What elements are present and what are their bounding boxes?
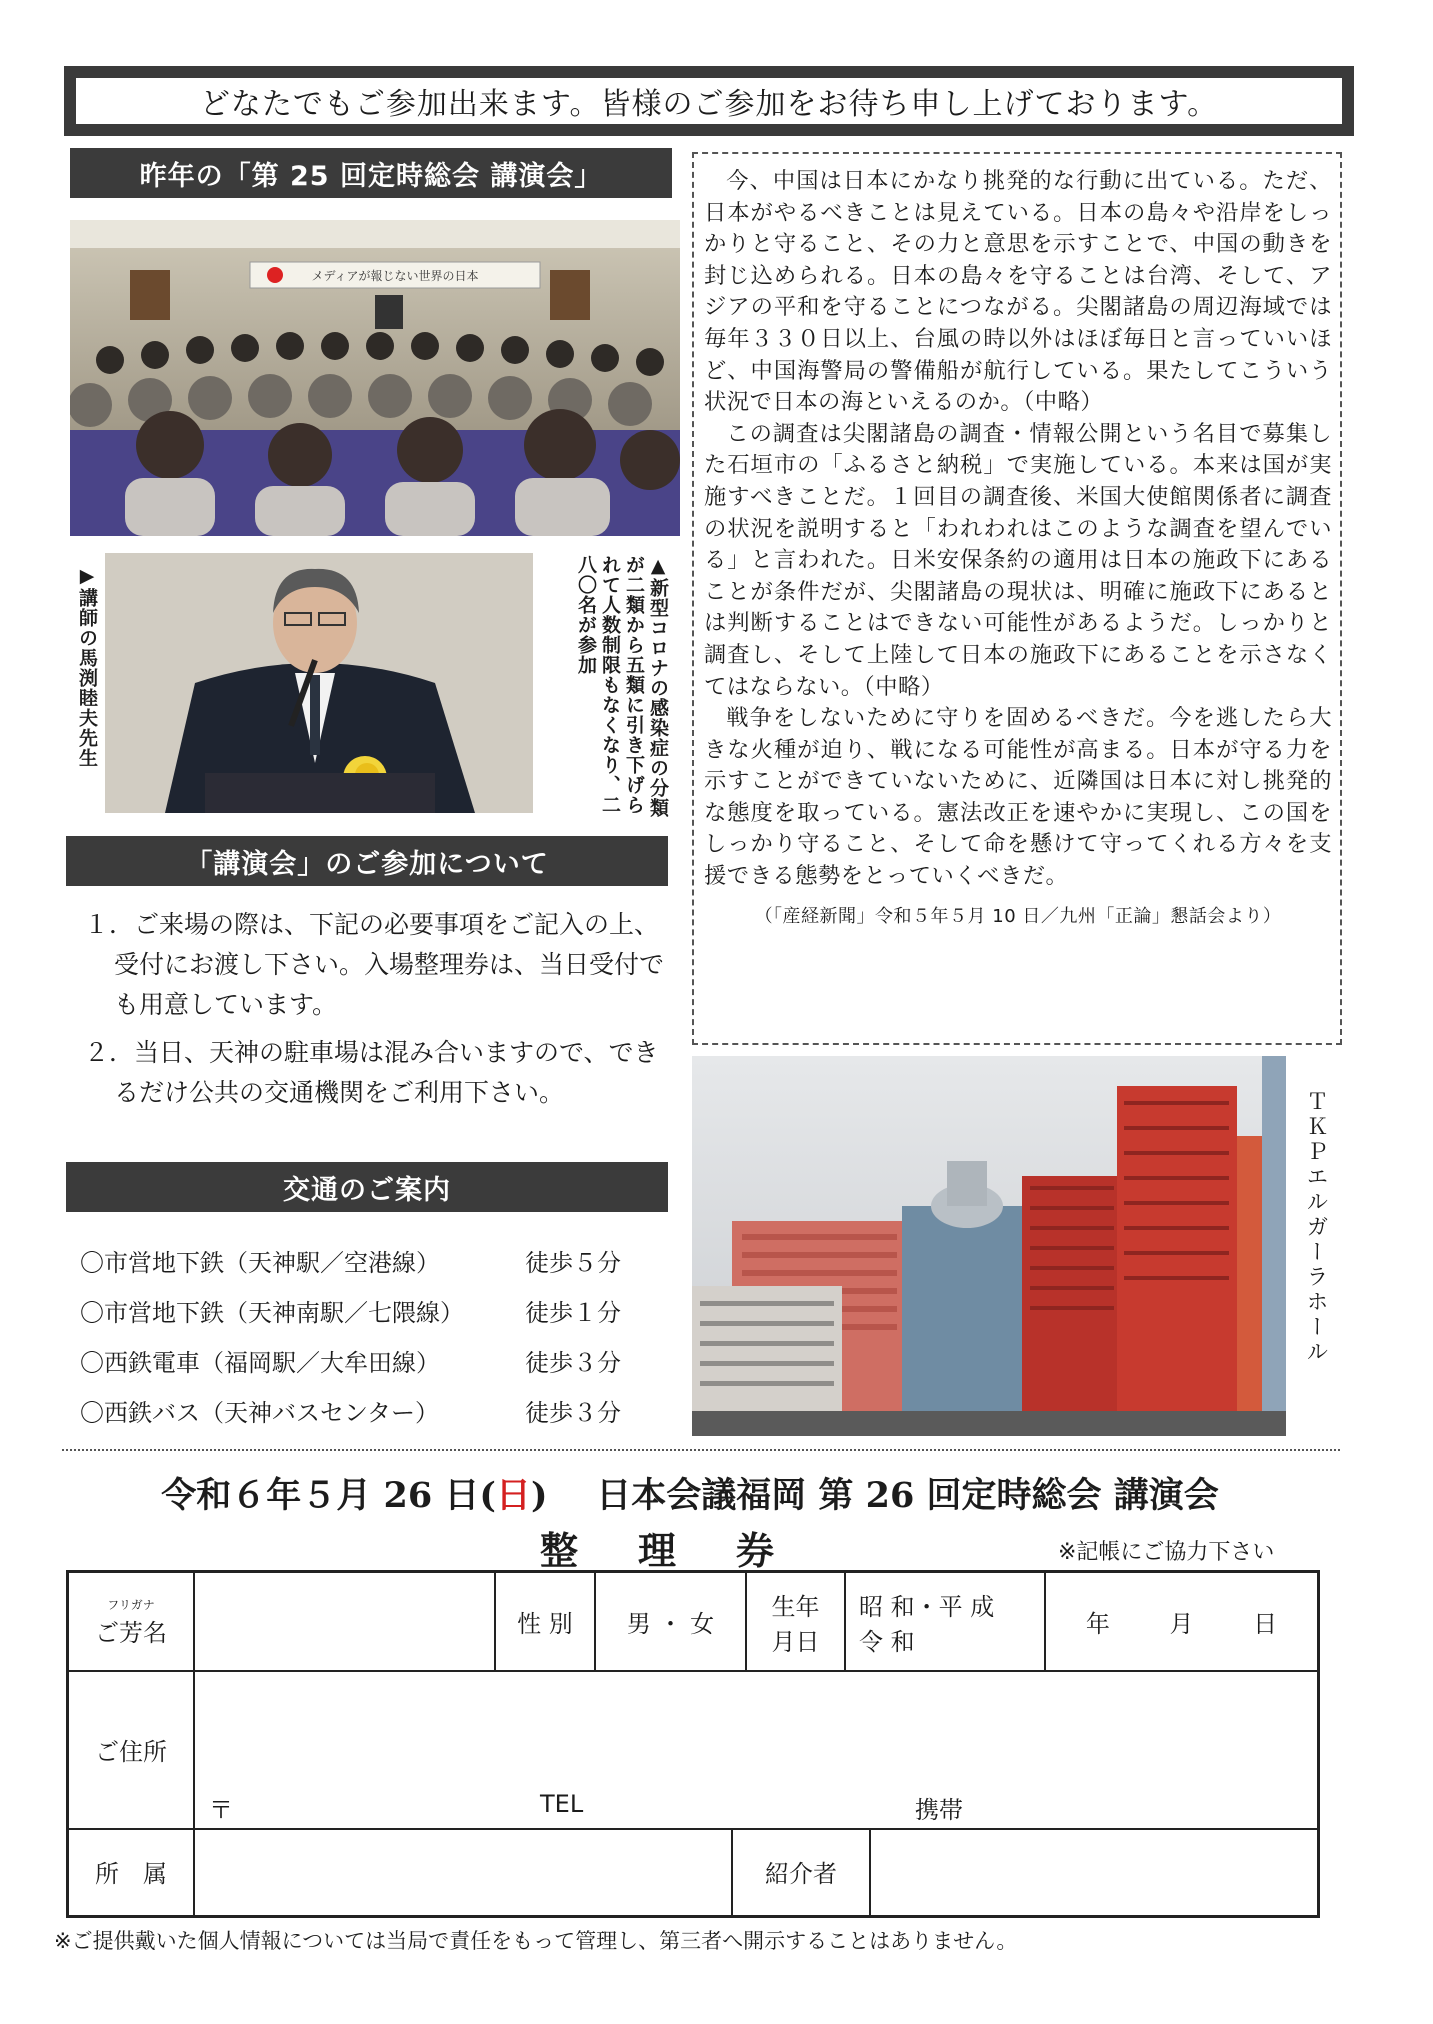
day-label: 日 [1253, 1610, 1278, 1638]
event-name: 日本会議福岡 第 26 回定時総会 講演会 [596, 1475, 1219, 1516]
gender-label: 性 別 [517, 1610, 573, 1638]
name-field[interactable] [195, 1575, 492, 1668]
access-list [80, 1235, 660, 1435]
last-year-heading: 昨年の「第 25 回定時総会 講演会」 [70, 148, 672, 198]
birthdate-label-line: 生年 [771, 1592, 820, 1621]
article-paragraph: この調査は尖閣諸島の調査・情報公開という名目で募集した石垣市の「ふるさと納税」で実施している。本来は国が実施すべきことだ。１回目の調査後、米国大使館関係者に調査の状況を説明すると「われわれはこのような調査を望んでいる」と言われた。日米安保条約の適用は日本の施政下にあることが条件だが、尖閣諸島の現状は、明確に施政下にあるとは判断することはできない可能性があるようだ。しっかりと調査し、そして上陸して日本の施政下にあることを示さなくてはならない。（中略） [704, 420, 1332, 700]
speaker-photo [105, 553, 533, 813]
article-box [692, 152, 1342, 1045]
access-route: 〇市営地下鉄（天神南駅／七隈線） [80, 1298, 464, 1327]
name-label-cell [69, 1573, 193, 1670]
lecture-hall-photo [70, 220, 680, 536]
cut-line [62, 1449, 1340, 1451]
article-source: （「産経新聞」令和５年５月 10 日／九州「正論」懇話会より） [754, 905, 1282, 927]
stage-banner-text: メディアが報じない世界の日本 [311, 269, 479, 283]
article-paragraph: 今、中国は日本にかなり挑発的な行動に出ている。ただ、日本がやるべきことは見えている。日本の島々や沿岸をしっかりと守ること、その力と意思を示すことで、中国の動きを封じ込められる。日本の島々を守ることは台湾、そして、アジアの平和を守ることにつながる。尖閣諸島の周辺海域では毎年３３０日以上、台風の時以外はほぼ毎日と言っていいほど、中国海警局の警備船が航行している。果たしてこういう状況で日本の海といえるのか。（中略） [704, 168, 1332, 416]
privacy-footnote: ※ご提供戴いた個人情報については当局で責任をもって管理し、第三者へ開示することはありません。 [54, 1929, 1018, 1953]
access-row [80, 1385, 660, 1435]
article-paragraph: 戦争をしないために守りを固めるべきだ。今を逃したら大きな火種が迫り、戦になる可能性が高まる。日本が守る力を示すことができていないために、近隣国は日本に対し挑発的な態度を取っている。憲法改正を速やかに実現し、この国をしっかり守ること、そして命を懸けて守ってくれる方々を支援できる態勢をとっていくべきだ。 [704, 705, 1332, 890]
participation-heading: 「講演会」のご参加について [66, 836, 668, 886]
tel-label: TEL [540, 1790, 584, 1818]
mobile-label: 携帯 [915, 1796, 963, 1824]
access-time: 徒歩５分 [525, 1248, 621, 1277]
era-option: 昭 和・平 成 [859, 1592, 995, 1621]
introducer-field[interactable] [871, 1830, 1317, 1915]
year-label: 年 [1085, 1610, 1110, 1638]
address-label: ご住所 [95, 1737, 167, 1766]
name-label: ご芳名 [95, 1618, 167, 1647]
event-date: 令和６年５月 26 日( [161, 1475, 496, 1516]
participation-notes [84, 905, 664, 1121]
access-heading: 交通のご案内 [66, 1162, 668, 1212]
era-option: 令 和 [859, 1627, 915, 1656]
access-time: 徒歩３分 [525, 1348, 621, 1377]
event-title [120, 1468, 1260, 1518]
registration-form [66, 1570, 1320, 1918]
top-banner [64, 66, 1354, 136]
gender-options[interactable]: 男 ・ 女 [626, 1610, 715, 1638]
access-row [80, 1285, 660, 1335]
introducer-label: 紹介者 [765, 1860, 837, 1888]
event-weekday: 日 [495, 1475, 531, 1516]
venue-label: ＴＫＰエルガーラホール [1303, 1090, 1328, 1365]
note-item: １．ご来場の際は、下記の必要事項をご記入の上、受付にお渡し下さい。入場整理券は、当日受付でも用意しています。 [84, 910, 665, 1019]
access-row [80, 1235, 660, 1285]
speaker-caption: ▶講師の馬渕睦夫先生 [76, 565, 98, 768]
covid-caption: ▲新型コロナの感染症の分類が二類から五類に引き下げられて人数制限もなくなり、二八〇名が参加 [575, 555, 669, 818]
birthdate-label-line: 月日 [771, 1627, 820, 1656]
banner-text: どなたでもご参加出来ます。皆様のご参加をお待ち申し上げております。 [73, 75, 1345, 127]
note-item: ２．当日、天神の駐車場は混み合いますので、できるだけ公共の交通機関をご利用下さい。 [84, 1038, 659, 1107]
ticket-note: ※記帳にご協力下さい [1058, 1540, 1275, 1565]
birthdate-field[interactable] [1046, 1573, 1317, 1670]
event-date-close: ) [530, 1475, 548, 1516]
access-time: 徒歩１分 [525, 1298, 621, 1327]
access-route: 〇西鉄バス（天神バスセンター） [80, 1398, 440, 1427]
venue-photo [692, 1056, 1286, 1436]
birthdate-label-cell [747, 1573, 844, 1670]
access-row [80, 1335, 660, 1385]
month-label: 月 [1169, 1610, 1194, 1638]
access-time: 徒歩３分 [525, 1398, 621, 1427]
era-options[interactable] [859, 1573, 1044, 1670]
affiliation-field[interactable] [195, 1830, 731, 1915]
access-route: 〇市営地下鉄（天神駅／空港線） [80, 1248, 440, 1277]
access-route: 〇西鉄電車（福岡駅／大牟田線） [80, 1348, 440, 1377]
affiliation-label: 所 属 [95, 1860, 167, 1888]
furigana-label: フリガナ [107, 1597, 155, 1612]
ticket-title: 整理券 [540, 1528, 835, 1573]
address-field[interactable] [195, 1672, 1317, 1828]
postal-label: 〒 [209, 1796, 233, 1824]
